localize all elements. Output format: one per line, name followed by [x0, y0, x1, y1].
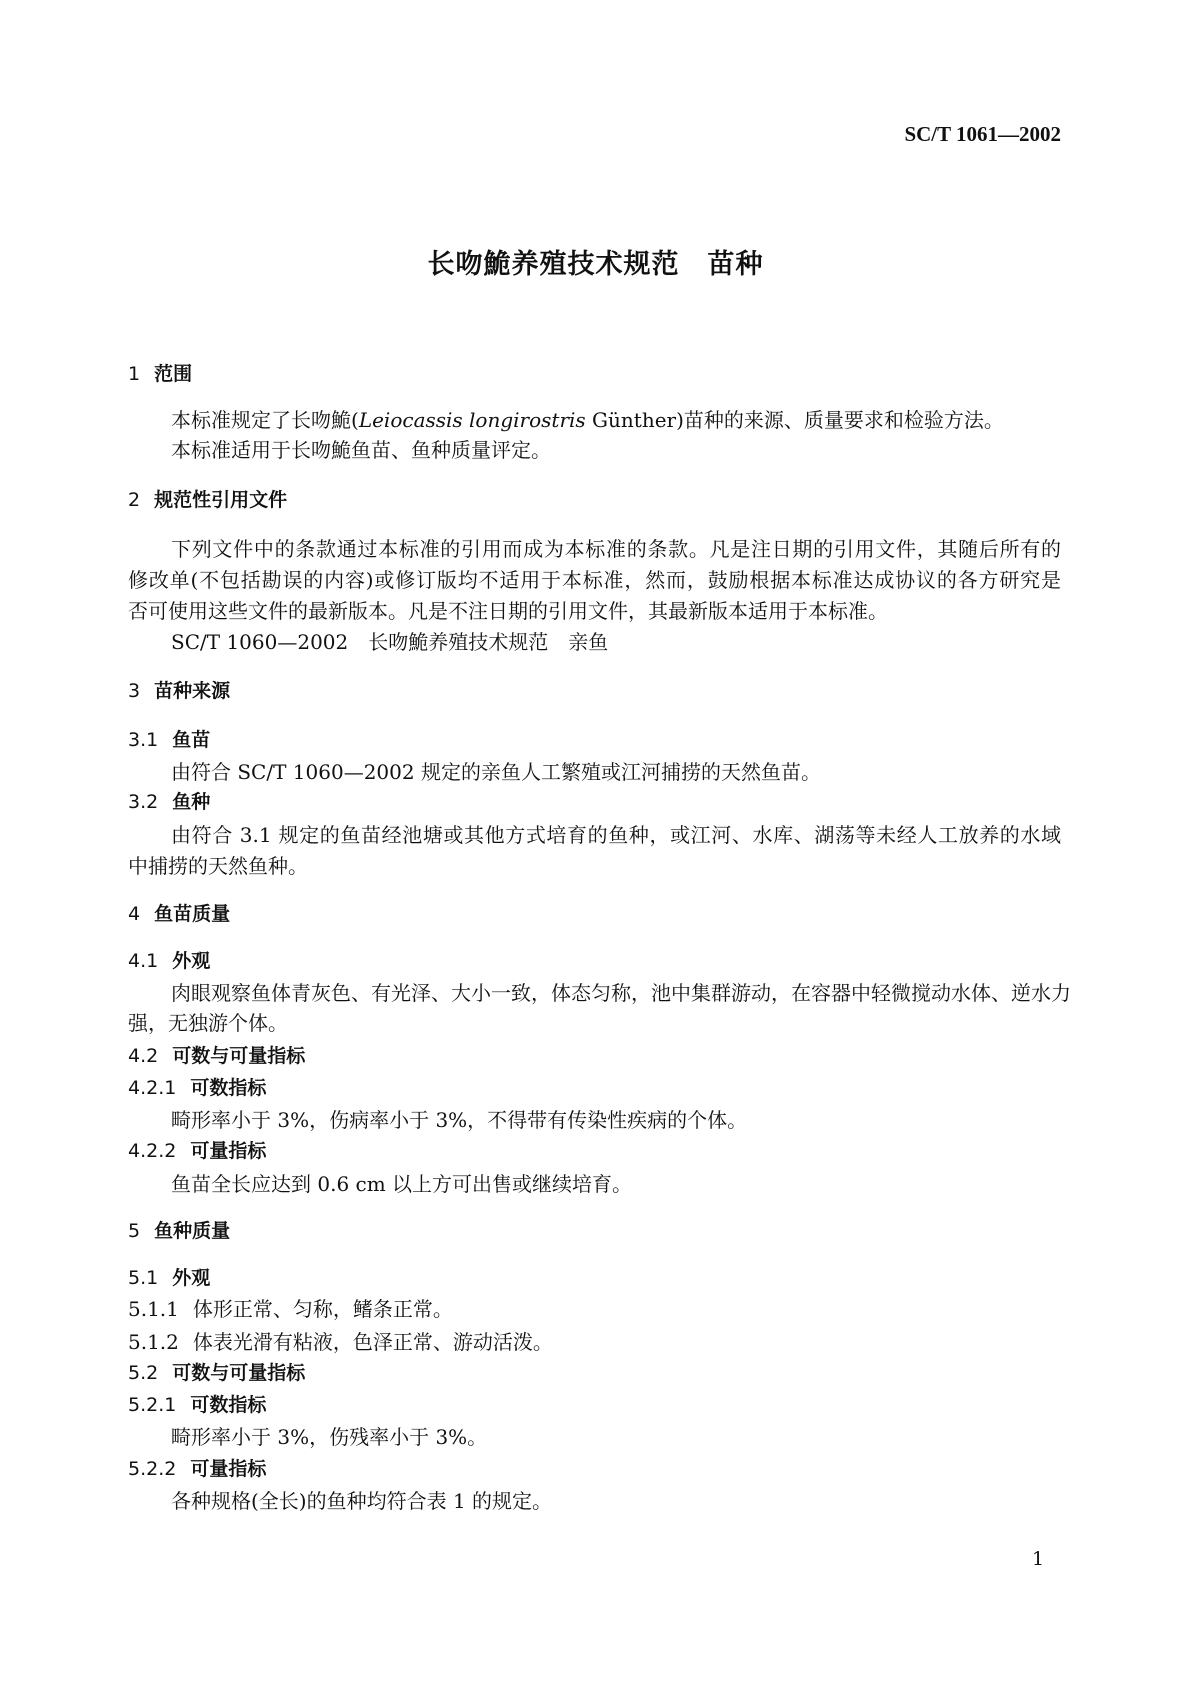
section-title: 可数指标: [190, 1077, 267, 1099]
section-title: 苗种来源: [154, 680, 231, 702]
section-title: 鱼种: [172, 791, 211, 813]
subsection-heading: [128, 1393, 266, 1417]
paragraph-line: 强，无独游个体。: [128, 1011, 288, 1035]
section-number: 5.1.2: [128, 1330, 179, 1354]
clause-text: 体形正常、匀称，鳍条正常。: [192, 1297, 453, 1321]
section-number: 5: [128, 1220, 141, 1242]
section-number: 5.2.1: [128, 1394, 177, 1416]
section-number: 3: [128, 680, 141, 702]
section-5-heading: [128, 1219, 230, 1243]
section-title: 外观: [172, 1267, 211, 1289]
section-number: 5.1: [128, 1267, 159, 1289]
subsection-heading: [128, 1044, 305, 1068]
page-number: 1: [1032, 1548, 1045, 1570]
latin-name: Leiocassis longirostris: [358, 408, 586, 432]
standard-code: SC/T 1061—2002: [904, 122, 1061, 146]
section-title: 外观: [172, 950, 211, 972]
section-number: 4: [128, 903, 141, 925]
subsection-heading: [128, 949, 210, 973]
section-title: 范围: [154, 363, 193, 385]
paragraph: [171, 408, 1004, 432]
section-4-heading: [128, 902, 230, 926]
section-title: 规范性引用文件: [154, 489, 288, 511]
subsection-heading: [128, 1266, 210, 1290]
section-number: 3.2: [128, 791, 159, 813]
page-title: 长吻鮠养殖技术规范 苗种: [427, 249, 764, 280]
text: Günther)苗种的来源、质量要求和检验方法。: [585, 408, 1004, 432]
paragraph: 畸形率小于 3%，伤病率小于 3%，不得带有传染性疾病的个体。: [171, 1108, 748, 1132]
subsection-heading: [128, 1457, 266, 1481]
section-number: 2: [128, 489, 141, 511]
paragraph: 各种规格(全长)的鱼种均符合表 1 的规定。: [171, 1489, 553, 1513]
clause: [128, 1330, 553, 1354]
section-number: 5.2: [128, 1362, 159, 1384]
paragraph: 鱼苗全长应达到 0.6 cm 以上方可出售或继续培育。: [171, 1172, 633, 1196]
section-title: 鱼苗: [172, 729, 211, 751]
section-number: 4.2.2: [128, 1140, 177, 1162]
section-title: 鱼种质量: [154, 1220, 231, 1242]
clause: [128, 1297, 453, 1321]
section-number: 4.2: [128, 1045, 159, 1067]
section-number: 1: [128, 363, 141, 385]
paragraph-line: 中捕捞的天然鱼种。: [128, 854, 308, 878]
section-title: 可数与可量指标: [172, 1045, 306, 1067]
section-2-heading: [128, 488, 287, 512]
section-title: 可数与可量指标: [172, 1362, 306, 1384]
subsection-heading: [128, 1139, 266, 1163]
subsection-heading: [128, 790, 210, 814]
section-number: 5.2.2: [128, 1458, 177, 1480]
section-1-heading: [128, 362, 192, 386]
paragraph-line: 下列文件中的条款通过本标准的引用而成为本标准的条款。凡是注日期的引用文件，其随后所有的: [171, 537, 1061, 561]
paragraph-line: 否可使用这些文件的最新版本。凡是不注日期的引用文件，其最新版本适用于本标准。: [128, 599, 888, 623]
section-number: 4.2.1: [128, 1077, 177, 1099]
subsection-heading: [128, 728, 210, 752]
section-number: 5.1.1: [128, 1297, 179, 1321]
subsection-heading: [128, 1076, 266, 1100]
normative-reference: SC/T 1060—2002 长吻鮠养殖技术规范 亲鱼: [171, 630, 609, 654]
paragraph: 本标准适用于长吻鮠鱼苗、鱼种质量评定。: [171, 438, 551, 462]
subsection-heading: [128, 1361, 305, 1385]
section-title: 可数指标: [190, 1394, 267, 1416]
clause-text: 体表光滑有粘液，色泽正常、游动活泼。: [192, 1330, 553, 1354]
section-3-heading: [128, 679, 230, 703]
section-number: 4.1: [128, 950, 159, 972]
paragraph: 畸形率小于 3%，伤残率小于 3%。: [171, 1425, 488, 1449]
paragraph-line: 由符合 3.1 规定的鱼苗经池塘或其他方式培育的鱼种，或江河、水库、湖荡等未经人工放养的水域: [171, 823, 1061, 847]
section-number: 3.1: [128, 729, 159, 751]
paragraph-line: 修改单(不包括勘误的内容)或修订版均不适用于本标准，然而，鼓励根据本标准达成协议的各方研究是: [128, 568, 1061, 592]
text: 本标准规定了长吻鮠(: [171, 408, 359, 432]
section-title: 可量指标: [190, 1140, 267, 1162]
section-title: 鱼苗质量: [154, 903, 231, 925]
paragraph-line: 肉眼观察鱼体青灰色、有光泽、大小一致，体态匀称，池中集群游动，在容器中轻微搅动水体、逆水力: [171, 981, 1071, 1005]
paragraph: 由符合 SC/T 1060—2002 规定的亲鱼人工繁殖或江河捕捞的天然鱼苗。: [171, 760, 821, 784]
section-title: 可量指标: [190, 1458, 267, 1480]
